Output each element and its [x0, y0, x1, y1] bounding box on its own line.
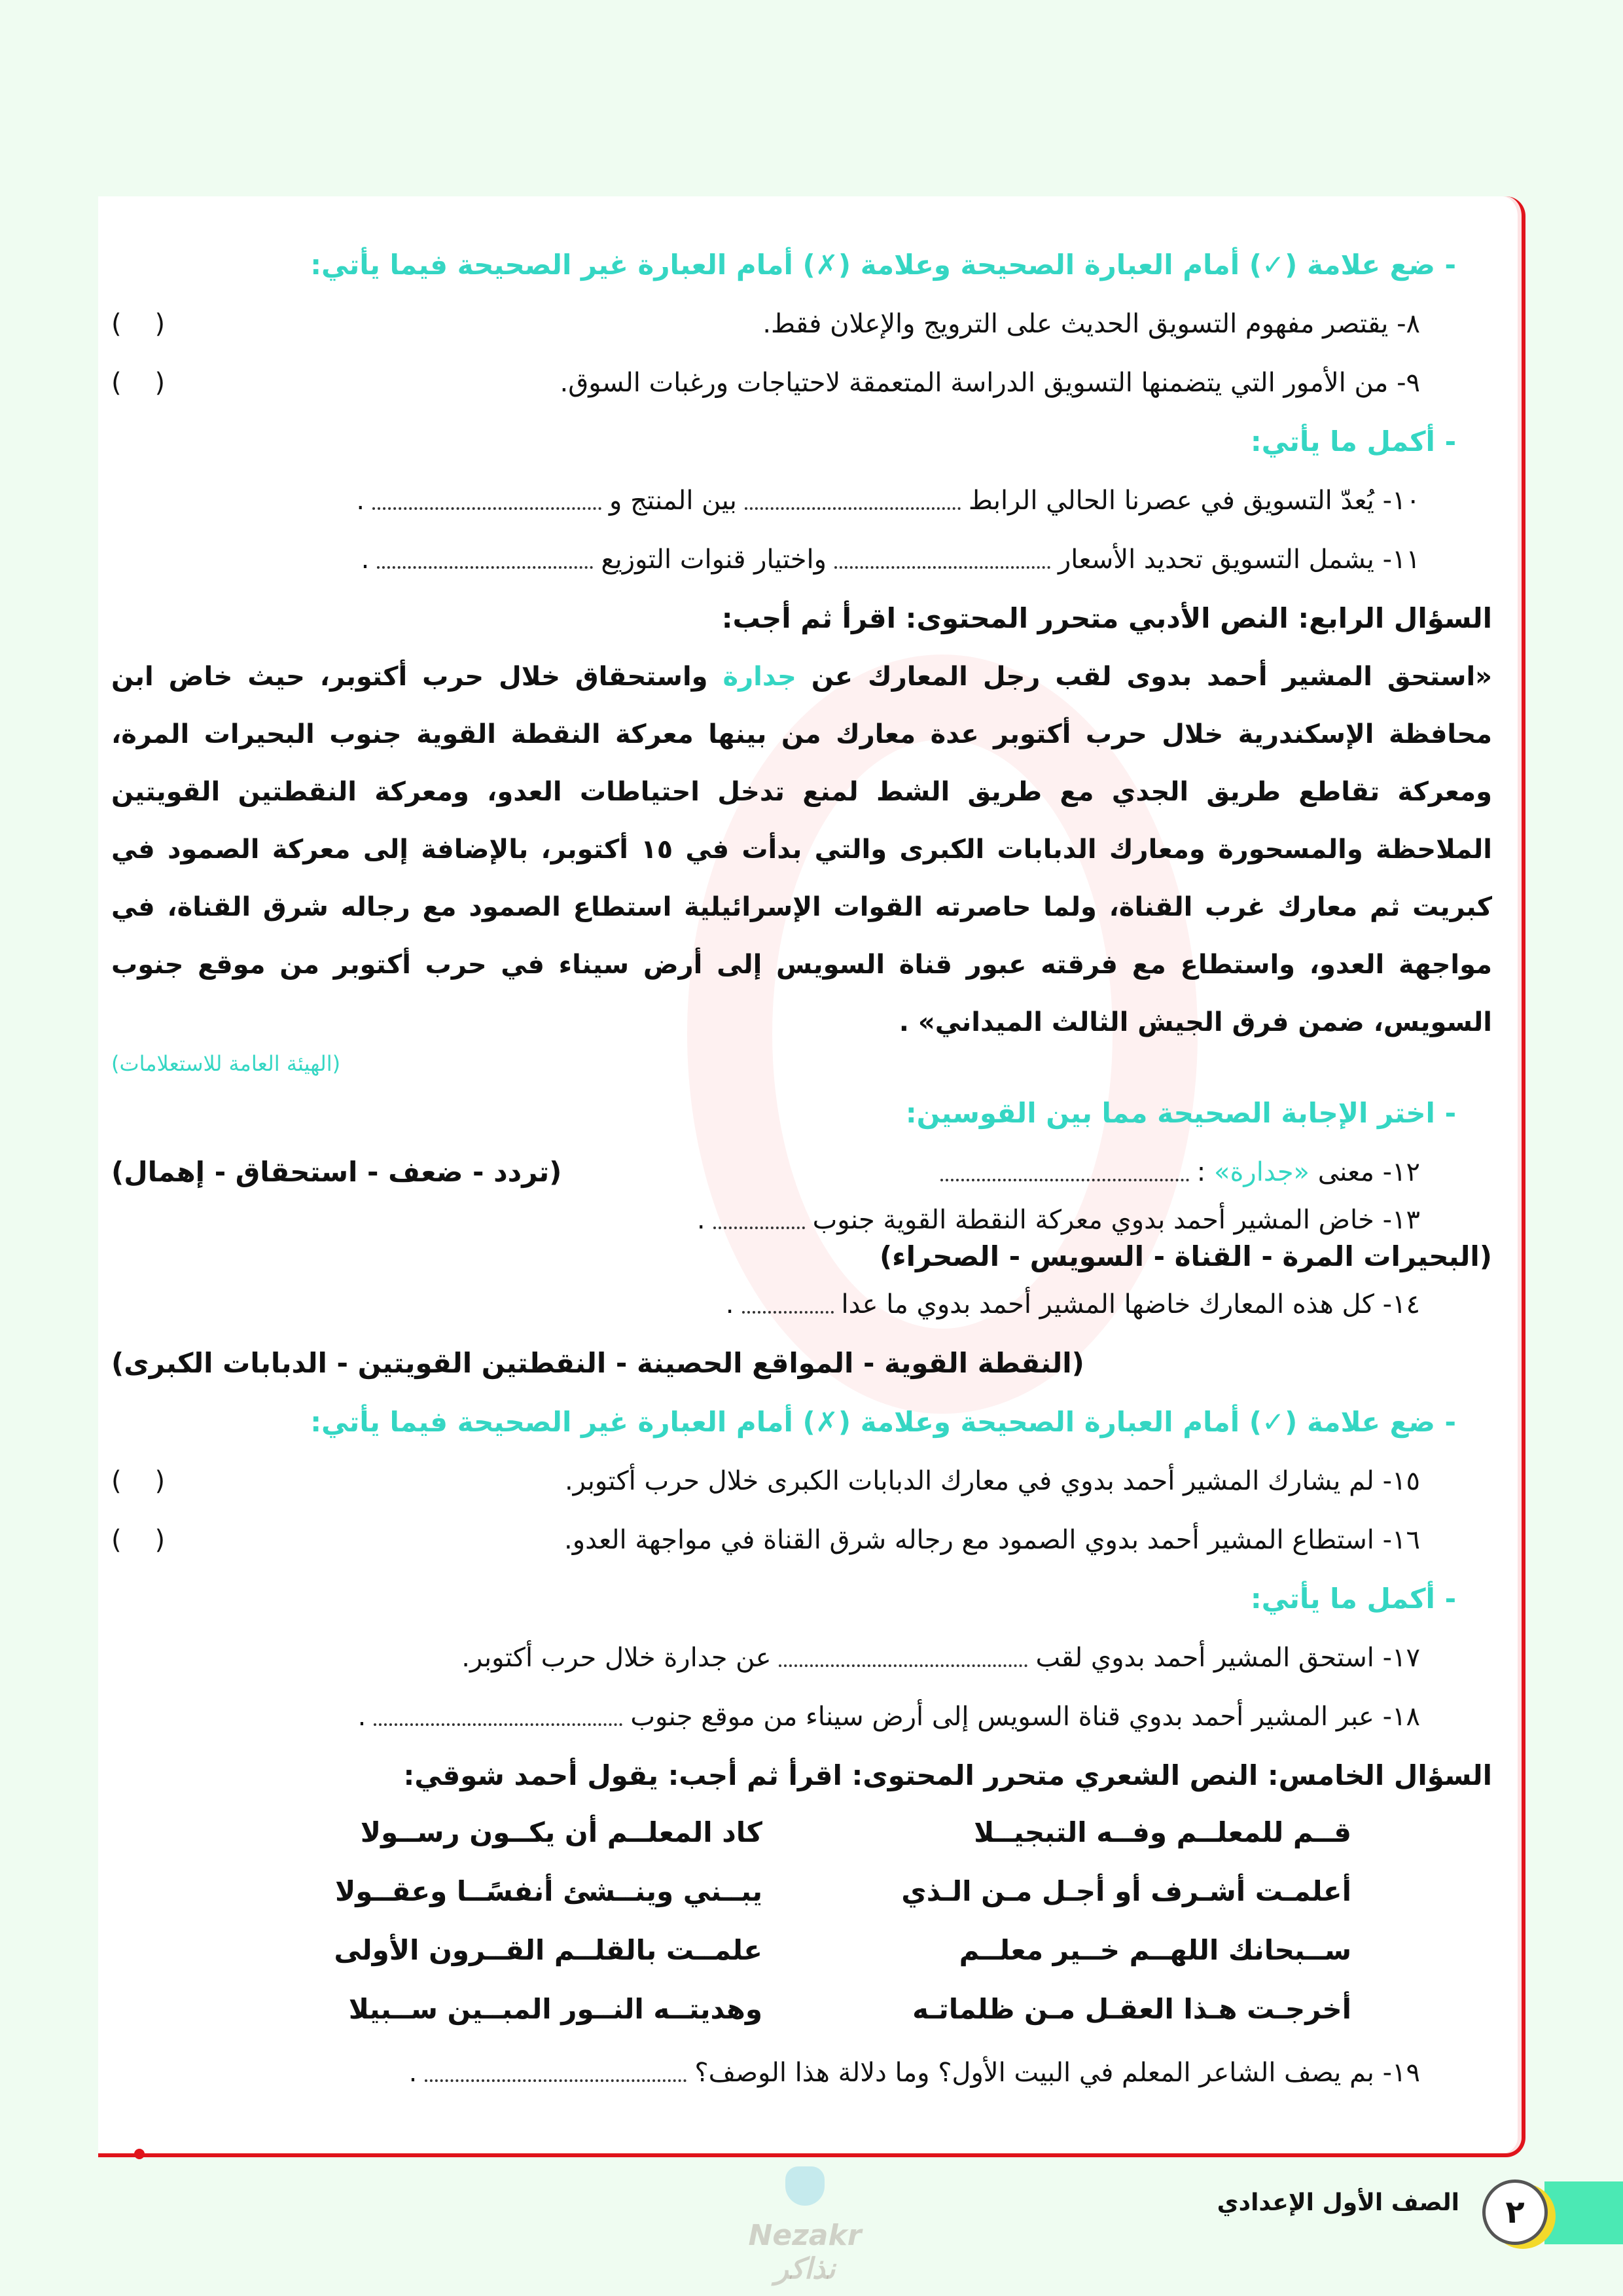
question-8: ٨- يقتصر مفهوم التسويق الحديث على الترويج والإعلان فقط.	[762, 309, 1420, 339]
verse-1-first: قــم للمعلــم وفــه التبجيــلا	[974, 1816, 1351, 1848]
question-10	[111, 471, 1492, 530]
answer-blank[interactable]	[425, 2066, 687, 2082]
nezakr-logo	[720, 2166, 890, 2286]
verse-4-second: وهديتــه النــور المبــين ســبيلا	[348, 1993, 762, 2025]
question-17-text-b: عن جدارة خلال حرب أكتوبر.	[461, 1643, 772, 1673]
question-15-row	[111, 1452, 1492, 1511]
question-14-options: (النقطة القوية - المواقع الحصينة - النقطتين القويتين - الدبابات الكبرى)	[111, 1347, 1084, 1379]
question-15: ١٥- لم يشارك المشير أحمد بدوي في معارك الدبابات الكبرى خلال حرب أكتوبر.	[564, 1466, 1420, 1496]
answer-blank[interactable]	[377, 553, 593, 569]
question-11	[111, 530, 1492, 589]
answer-blank[interactable]	[834, 553, 1050, 569]
question-13-options: (البحيرات المرة - القناة - السويس - الصحراء)	[879, 1240, 1492, 1272]
answer-blank[interactable]	[742, 1298, 834, 1314]
answer-blank[interactable]	[779, 1651, 1027, 1667]
question-17	[111, 1628, 1492, 1687]
question-19	[111, 2043, 1492, 2102]
question-13	[111, 1202, 1492, 1275]
verse-4-first: أخرجـت هـذا العقـل مـن ظلماتـه	[912, 1993, 1351, 2025]
grade-label: الصف الأول الإعدادي	[1217, 2189, 1459, 2216]
section-heading-choose: - اختر الإجابة الصحيحة مما بين القوسين:	[905, 1097, 1456, 1129]
verse-2-second: يبــني وينــشئ أنفسًــا وعقــولا	[334, 1875, 762, 1907]
section-heading-true-false: - ضع علامة (✓) أمام العبارة الصحيحة وعلامة (✗) أمام العبارة غير الصحيحة فيما يأتي:	[310, 249, 1456, 281]
answer-blank[interactable]	[372, 494, 601, 510]
verse-3-second: علمــت بالقلــم القــرون الأولى	[334, 1934, 762, 1966]
reading-passage	[111, 648, 1492, 1051]
answer-box-15[interactable]: ( )	[111, 1466, 166, 1496]
answer-blank[interactable]	[745, 494, 961, 510]
worksheet-content	[111, 236, 1492, 2102]
footer-band	[1544, 2181, 1623, 2244]
question-13-text: ١٣- خاض المشير أحمد بدوي معركة النقطة القوية جنوب	[812, 1205, 1420, 1235]
question-4-title: السؤال الرابع: النص الأدبي متحرر المحتوى: اقرأ ثم أجب:	[721, 602, 1492, 634]
question-5-title: السؤال الخامس: النص الشعري متحرر المحتوى: اقرأ ثم أجب: يقول أحمد شوقي:	[403, 1759, 1492, 1791]
graduation-cap-icon	[785, 2166, 825, 2206]
question-8-row	[111, 295, 1492, 353]
question-16: ١٦- استطاع المشير أحمد بدوي الصمود مع رجاله شرق القناة في مواجهة العدو.	[564, 1525, 1420, 1555]
question-14-text: ١٤- كل هذه المعارك خاضها المشير أحمد بدوي ما عدا	[841, 1289, 1420, 1319]
question-9-row	[111, 353, 1492, 412]
question-12	[111, 1143, 1492, 1202]
section-heading-complete: - أكمل ما يأتي:	[1250, 425, 1456, 457]
verse-3-first: ســبحانك اللهــم خــير معلــم	[959, 1934, 1351, 1966]
verse-1-second: كاد المعلــم أن يكــون رســولا	[360, 1816, 762, 1848]
page-number: ٢	[1482, 2179, 1548, 2245]
question-18-text: ١٨- عبر المشير أحمد بدوي قناة السويس إلى أرض سيناء من موقع جنوب	[630, 1702, 1420, 1732]
passage-source: (الهيئة العامة للاستعلامات)	[111, 1051, 341, 1076]
question-11-text-a: ١١- يشمل التسويق تحديد الأسعار	[1058, 545, 1420, 575]
period: .	[357, 1702, 366, 1732]
passage-text: واستحقاق خلال حرب أكتوبر، حيث خاض ابن محافظة الإسكندرية خلال حرب أكتوبر عدة معارك من بينها معركة النقطة القوية جنوب البحيرات المرة، ومعركة تقاطع طريق الجدي مع طريق الشط لمنع تدخل احتياطات العدو، ومعركة النقطتين القويتين الملاحظة والمسحورة ومعارك الدبابات الكبرى والتي بدأت في ١٥ أكتوبر، بالإضافة إلى معركة الصمود في كبريت ثم معارك غرب القناة، ولما حاصرته القوات الإسرائيلية استطاع الصمود مع رجاله شرق القناة، في مواجهة العدو، واستطاع مع فرقته عبور قناة السويس إلى أرض سيناء في حرب أكتوبر من موقع جنوب السويس، ضمن فرق الجيش الثالث الميداني» .	[111, 662, 1492, 1037]
answer-blank[interactable]	[940, 1166, 1189, 1181]
question-14	[111, 1275, 1492, 1334]
logo-text: Nezakr نذاكر	[748, 2219, 862, 2286]
verse-2-first: أعلمـت أشـرف أو أجـل مـن الـذي	[901, 1875, 1351, 1907]
answer-box-16[interactable]: ( )	[111, 1525, 166, 1555]
answer-box-9[interactable]: ( )	[111, 368, 166, 398]
period: .	[361, 545, 370, 575]
section-heading-true-false-2: - ضع علامة (✓) أمام العبارة الصحيحة وعلامة (✗) أمام العبارة غير الصحيحة فيما يأتي:	[310, 1406, 1456, 1438]
colon: :	[1196, 1157, 1206, 1187]
period: .	[408, 2058, 418, 2088]
passage-highlight: جدارة	[722, 662, 796, 692]
period: .	[696, 1205, 705, 1235]
question-16-row	[111, 1511, 1492, 1570]
question-10-text-a: ١٠- يُعدّ التسويق في عصرنا الحالي الرابط	[968, 486, 1420, 516]
question-18	[111, 1687, 1492, 1746]
highlight-word: «جدارة»	[1213, 1157, 1310, 1187]
border-dot	[134, 2149, 145, 2159]
question-9: ٩- من الأمور التي يتضمنها التسويق الدراسة المتعمقة لاحتياجات ورغبات السوق.	[560, 368, 1420, 398]
question-12-text: ١٢- معنى	[1317, 1157, 1420, 1187]
section-heading-complete-2: - أكمل ما يأتي:	[1250, 1583, 1456, 1615]
answer-blank[interactable]	[374, 1710, 622, 1726]
question-14-options-row	[111, 1334, 1492, 1393]
question-12-options: (تردد - ضعف - استحقاق - إهمال)	[111, 1156, 562, 1188]
period: .	[356, 486, 365, 516]
question-19-text: ١٩- بم يصف الشاعر المعلم في البيت الأول؟ وما دلالة هذا الوصف؟	[694, 2058, 1420, 2088]
poem	[111, 1805, 1492, 2043]
question-10-text-b: بين المنتج و	[609, 486, 737, 516]
question-17-text-a: ١٧- استحق المشير أحمد بدوي لقب	[1035, 1643, 1420, 1673]
period: .	[725, 1289, 734, 1319]
answer-box-8[interactable]: ( )	[111, 309, 166, 339]
answer-blank[interactable]	[713, 1213, 805, 1229]
passage-text: «استحق المشير أحمد بدوى لقب رجل المعارك عن	[811, 662, 1492, 692]
question-11-text-b: واختيار قنوات التوزيع	[601, 545, 827, 575]
